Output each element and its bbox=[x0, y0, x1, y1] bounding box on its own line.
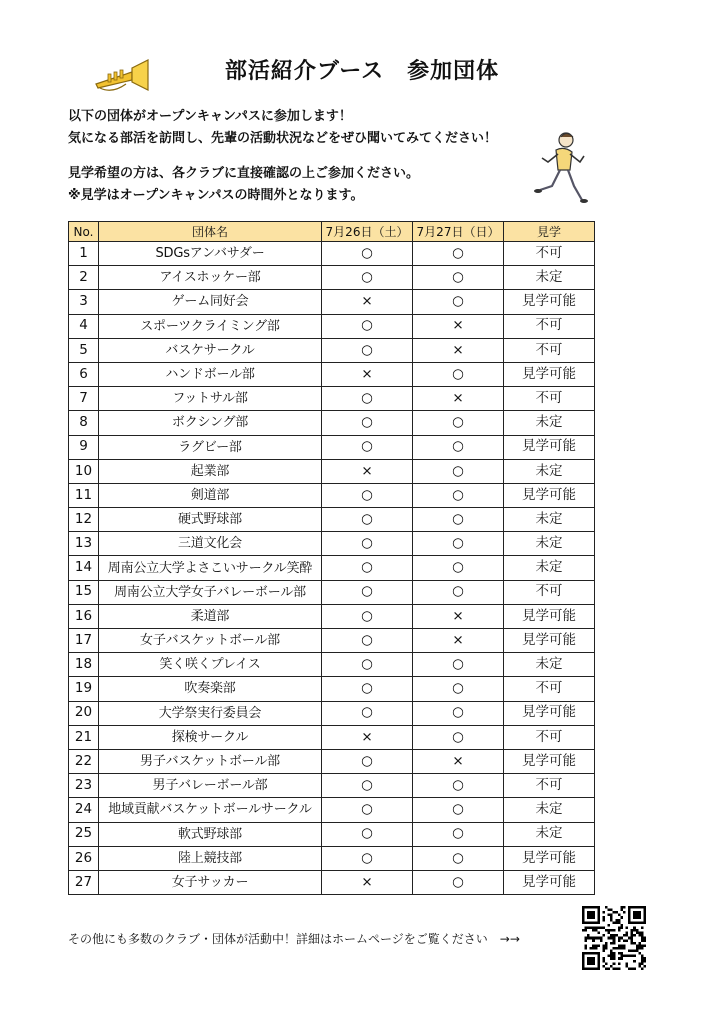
table-row bbox=[69, 242, 595, 266]
table-header-row bbox=[69, 222, 595, 242]
table-row bbox=[69, 580, 595, 604]
day1-status: ○ bbox=[322, 387, 413, 411]
day2-status: ○ bbox=[413, 362, 504, 386]
table-row bbox=[69, 459, 595, 483]
intro-line-2: 気になる部活を訪問し、先輩の活動状況などをぜひ聞いてみてください！ bbox=[68, 131, 498, 146]
day2-status: ○ bbox=[413, 411, 504, 435]
row-number: 25 bbox=[69, 822, 99, 846]
club-name: 硬式野球部 bbox=[99, 508, 322, 532]
table-row bbox=[69, 387, 595, 411]
club-name: バスケサークル bbox=[99, 338, 322, 362]
visit-status: 見学可能 bbox=[504, 749, 595, 773]
club-name: 三道文化会 bbox=[99, 532, 322, 556]
row-number: 9 bbox=[69, 435, 99, 459]
day2-status: ○ bbox=[413, 435, 504, 459]
row-number: 20 bbox=[69, 701, 99, 725]
club-name: 男子バスケットボール部 bbox=[99, 749, 322, 773]
day2-status: ○ bbox=[413, 508, 504, 532]
day2-status: ○ bbox=[413, 483, 504, 507]
row-number: 27 bbox=[69, 870, 99, 894]
club-name: 軟式野球部 bbox=[99, 822, 322, 846]
visit-status: 不可 bbox=[504, 242, 595, 266]
club-name: 大学祭実行委員会 bbox=[99, 701, 322, 725]
visit-status: 不可 bbox=[504, 314, 595, 338]
day2-status: × bbox=[413, 314, 504, 338]
row-number: 15 bbox=[69, 580, 99, 604]
row-number: 10 bbox=[69, 459, 99, 483]
visit-status: 見学可能 bbox=[504, 870, 595, 894]
row-number: 8 bbox=[69, 411, 99, 435]
table-row bbox=[69, 629, 595, 653]
visit-status: 見学可能 bbox=[504, 290, 595, 314]
club-name: 起業部 bbox=[99, 459, 322, 483]
day2-status: ○ bbox=[413, 822, 504, 846]
visit-status: 未定 bbox=[504, 266, 595, 290]
table-row bbox=[69, 266, 595, 290]
day2-status: ○ bbox=[413, 798, 504, 822]
row-number: 26 bbox=[69, 846, 99, 870]
page-title: 部活紹介ブース 参加団体 bbox=[224, 59, 500, 84]
day2-status: ○ bbox=[413, 725, 504, 749]
runner-illustration bbox=[528, 128, 592, 206]
day1-status: × bbox=[322, 459, 413, 483]
row-number: 24 bbox=[69, 798, 99, 822]
row-number: 11 bbox=[69, 483, 99, 507]
table-row bbox=[69, 677, 595, 701]
visit-status: 不可 bbox=[504, 338, 595, 362]
row-number: 12 bbox=[69, 508, 99, 532]
row-number: 18 bbox=[69, 653, 99, 677]
table-row bbox=[69, 532, 595, 556]
club-name: 男子バレーボール部 bbox=[99, 774, 322, 798]
club-name: ボクシング部 bbox=[99, 411, 322, 435]
visit-status: 不可 bbox=[504, 725, 595, 749]
day2-status: ○ bbox=[413, 556, 504, 580]
clubs-table bbox=[68, 221, 595, 895]
club-name: 剣道部 bbox=[99, 483, 322, 507]
visit-status: 不可 bbox=[504, 580, 595, 604]
day1-status: ○ bbox=[322, 532, 413, 556]
day1-status: ○ bbox=[322, 411, 413, 435]
club-name: 周南公立大学よさこいサークル笑酔 bbox=[99, 556, 322, 580]
table-row bbox=[69, 604, 595, 628]
visit-status: 未定 bbox=[504, 822, 595, 846]
day1-status: ○ bbox=[322, 653, 413, 677]
table-row bbox=[69, 822, 595, 846]
day1-status: × bbox=[322, 725, 413, 749]
day1-status: ○ bbox=[322, 604, 413, 628]
day2-status: ○ bbox=[413, 774, 504, 798]
day1-status: ○ bbox=[322, 242, 413, 266]
table-row bbox=[69, 362, 595, 386]
table-row bbox=[69, 314, 595, 338]
visit-status: 見学可能 bbox=[504, 362, 595, 386]
club-name: ゲーム同好会 bbox=[99, 290, 322, 314]
day2-status: × bbox=[413, 604, 504, 628]
day1-status: ○ bbox=[322, 846, 413, 870]
day2-status: ○ bbox=[413, 459, 504, 483]
row-number: 2 bbox=[69, 266, 99, 290]
day1-status: ○ bbox=[322, 556, 413, 580]
club-name: スポーツクライミング部 bbox=[99, 314, 322, 338]
day2-status: ○ bbox=[413, 677, 504, 701]
day1-status: ○ bbox=[322, 266, 413, 290]
day1-status: ○ bbox=[322, 677, 413, 701]
row-number: 1 bbox=[69, 242, 99, 266]
visit-status: 未定 bbox=[504, 532, 595, 556]
club-name: 吹奏楽部 bbox=[99, 677, 322, 701]
table-row bbox=[69, 290, 595, 314]
visit-status: 見学可能 bbox=[504, 483, 595, 507]
day1-status: ○ bbox=[322, 338, 413, 362]
day1-status: ○ bbox=[322, 798, 413, 822]
day2-status: × bbox=[413, 749, 504, 773]
club-name: ハンドボール部 bbox=[99, 362, 322, 386]
day1-status: ○ bbox=[322, 580, 413, 604]
visit-status: 不可 bbox=[504, 677, 595, 701]
column-header-name: 団体名 bbox=[99, 222, 322, 242]
column-header-day2: 7月27日（日） bbox=[413, 222, 504, 242]
table-row bbox=[69, 749, 595, 773]
day1-status: ○ bbox=[322, 629, 413, 653]
visit-status: 未定 bbox=[504, 556, 595, 580]
column-header-visit: 見学 bbox=[504, 222, 595, 242]
club-name: SDGsアンバサダー bbox=[99, 242, 322, 266]
intro-line-1: 以下の団体がオープンキャンパスに参加します！ bbox=[68, 109, 352, 124]
table-row bbox=[69, 774, 595, 798]
club-name: 陸上競技部 bbox=[99, 846, 322, 870]
row-number: 3 bbox=[69, 290, 99, 314]
club-name: 地域貢献バスケットボールサークル bbox=[99, 798, 322, 822]
club-name: 柔道部 bbox=[99, 604, 322, 628]
day2-status: ○ bbox=[413, 242, 504, 266]
visit-status: 未定 bbox=[504, 411, 595, 435]
table-row bbox=[69, 435, 595, 459]
visit-status: 未定 bbox=[504, 798, 595, 822]
day1-status: ○ bbox=[322, 435, 413, 459]
table-row bbox=[69, 483, 595, 507]
row-number: 22 bbox=[69, 749, 99, 773]
table-body bbox=[69, 242, 595, 895]
club-name: アイスホッケー部 bbox=[99, 266, 322, 290]
visit-status: 不可 bbox=[504, 774, 595, 798]
day2-status: ○ bbox=[413, 532, 504, 556]
day1-status: × bbox=[322, 870, 413, 894]
table-row bbox=[69, 556, 595, 580]
day2-status: × bbox=[413, 338, 504, 362]
day1-status: × bbox=[322, 362, 413, 386]
row-number: 5 bbox=[69, 338, 99, 362]
visit-status: 未定 bbox=[504, 459, 595, 483]
day2-status: ○ bbox=[413, 870, 504, 894]
day1-status: ○ bbox=[322, 701, 413, 725]
table-row bbox=[69, 338, 595, 362]
club-name: ラグビー部 bbox=[99, 435, 322, 459]
day2-status: × bbox=[413, 387, 504, 411]
intro-line-3: 見学希望の方は、各クラブに直接確認の上ご参加ください。 bbox=[68, 166, 420, 181]
day1-status: × bbox=[322, 290, 413, 314]
day2-status: ○ bbox=[413, 580, 504, 604]
visit-status: 未定 bbox=[504, 653, 595, 677]
day2-status: × bbox=[413, 629, 504, 653]
table-row bbox=[69, 653, 595, 677]
day2-status: ○ bbox=[413, 701, 504, 725]
visit-status: 見学可能 bbox=[504, 604, 595, 628]
column-header-day1: 7月26日（土） bbox=[322, 222, 413, 242]
row-number: 19 bbox=[69, 677, 99, 701]
table-row bbox=[69, 701, 595, 725]
club-name: 探検サークル bbox=[99, 725, 322, 749]
table-row bbox=[69, 508, 595, 532]
table-row bbox=[69, 870, 595, 894]
row-number: 7 bbox=[69, 387, 99, 411]
row-number: 16 bbox=[69, 604, 99, 628]
day2-status: ○ bbox=[413, 846, 504, 870]
visit-status: 未定 bbox=[504, 508, 595, 532]
club-name: 女子バスケットボール部 bbox=[99, 629, 322, 653]
day1-status: ○ bbox=[322, 314, 413, 338]
intro-line-4: ※見学はオープンキャンパスの時間外となります。 bbox=[68, 188, 364, 203]
club-name: 周南公立大学女子バレーボール部 bbox=[99, 580, 322, 604]
visit-status: 見学可能 bbox=[504, 701, 595, 725]
table-row bbox=[69, 411, 595, 435]
row-number: 13 bbox=[69, 532, 99, 556]
day2-status: ○ bbox=[413, 653, 504, 677]
row-number: 21 bbox=[69, 725, 99, 749]
club-name: フットサル部 bbox=[99, 387, 322, 411]
row-number: 17 bbox=[69, 629, 99, 653]
footer-note: その他にも多数のクラブ・団体が活動中！詳細はホームページをご覧ください →→ bbox=[68, 932, 520, 946]
row-number: 23 bbox=[69, 774, 99, 798]
row-number: 4 bbox=[69, 314, 99, 338]
column-header-no: No. bbox=[69, 222, 99, 242]
row-number: 14 bbox=[69, 556, 99, 580]
table-row bbox=[69, 725, 595, 749]
visit-status: 不可 bbox=[504, 387, 595, 411]
day2-status: ○ bbox=[413, 290, 504, 314]
day1-status: ○ bbox=[322, 749, 413, 773]
visit-status: 見学可能 bbox=[504, 435, 595, 459]
club-name: 笑く咲くプレイス bbox=[99, 653, 322, 677]
table-row bbox=[69, 846, 595, 870]
day1-status: ○ bbox=[322, 774, 413, 798]
day1-status: ○ bbox=[322, 483, 413, 507]
day2-status: ○ bbox=[413, 266, 504, 290]
visit-status: 見学可能 bbox=[504, 846, 595, 870]
club-name: 女子サッカー bbox=[99, 870, 322, 894]
visit-status: 見学可能 bbox=[504, 629, 595, 653]
row-number: 6 bbox=[69, 362, 99, 386]
qr-code[interactable] bbox=[582, 906, 646, 970]
day1-status: ○ bbox=[322, 508, 413, 532]
table-row bbox=[69, 798, 595, 822]
day1-status: ○ bbox=[322, 822, 413, 846]
